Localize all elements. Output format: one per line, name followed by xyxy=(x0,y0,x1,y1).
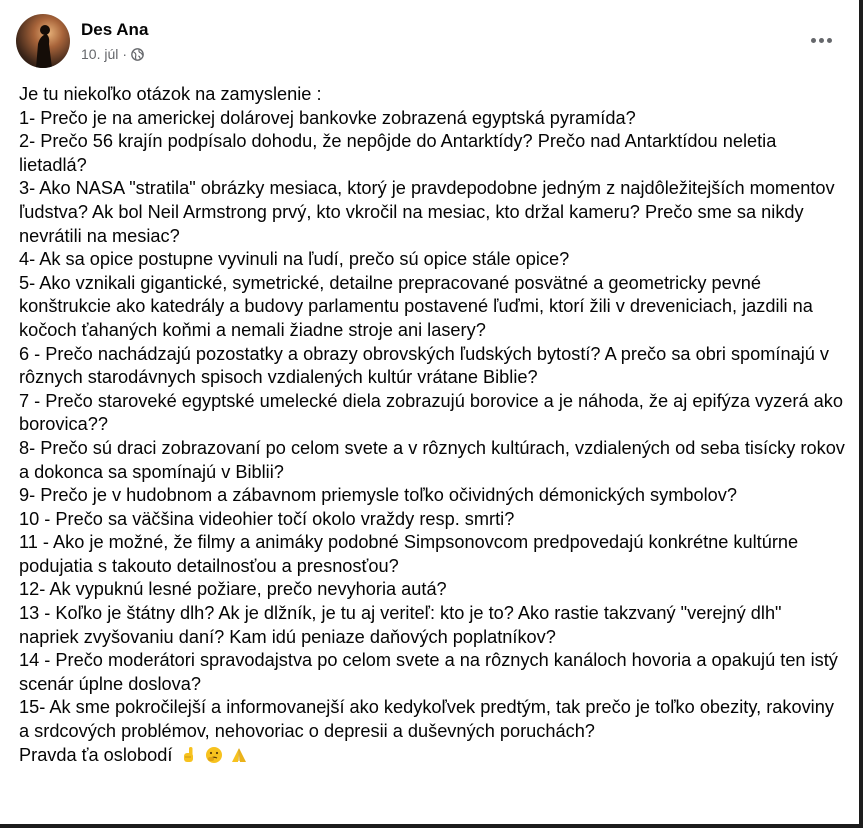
praying-hands-icon xyxy=(230,746,248,764)
post-closing-text: Pravda ťa oslobodí xyxy=(19,744,173,765)
post-line: 11 - Ako je možné, že filmy a animáky podobné Simpsonovcom predpovedajú konkrétne kultúrne podujatia s takouto detailnosťou a presnosťou? xyxy=(19,532,799,576)
more-dot-icon xyxy=(827,38,832,43)
post-header xyxy=(16,14,843,70)
post-line: 12- Ak vypuknú lesné požiare, prečo nevyhoria autá? xyxy=(19,579,447,600)
more-options-button[interactable] xyxy=(805,28,837,52)
post-line: 15- Ak sme pokročilejší a informovanejší ako kedykoľvek predtým, tak prečo je toľko obezity, rakoviny a srdcových problémov, nehovoriac o depresii a duševných poruchách? xyxy=(19,697,834,742)
post-closing-line xyxy=(19,744,845,768)
post-line: 1- Prečo je na americkej dolárovej bankovke zobrazená egyptská pyramída? xyxy=(19,107,636,128)
post-line: 5- Ako vznikali gigantické, symetrické, detailne prepracované posvätné a geometricky pevné konštrukcie ako katedrály a budovy parlamentu postavené ľuďmi, ktorí žili v dreveniciach, jazdili na kočoch ťahaných koňmi a nemali žiadne stroje ani lasery? xyxy=(19,272,813,340)
avatar-silhouette-icon xyxy=(16,14,70,68)
globe-icon xyxy=(131,48,144,61)
post-line: 4- Ak sa opice postupne vyvinuli na ľudí, prečo sú opice stále opice? xyxy=(19,249,570,270)
author-name[interactable]: Des Ana xyxy=(81,20,149,39)
post-line: 6 - Prečo nachádzajú pozostatky a obrazy obrovských ľudských bytostí? A prečo sa obri spomínajú v rôznych starodávnych spisoch vzdialených kultúr vrátane Biblie? xyxy=(19,343,830,388)
post-line: 8- Prečo sú draci zobrazovaní po celom svete a v rôznych kultúrach, vzdialených od seba tisícky rokov a dokonca sa spomínajú v Biblii? xyxy=(19,437,845,482)
post-line: 9- Prečo je v hudobnom a zábavnom priemysle toľko očividných démonických symbolov? xyxy=(19,485,737,506)
post-line: 2- Prečo 56 krajín podpísalo dohodu, že nepôjde do Antarktídy? Prečo nad Antarktídou neletia lietadlá? xyxy=(19,131,777,175)
post-meta xyxy=(81,46,144,62)
post-date[interactable]: 10. júl xyxy=(81,46,119,62)
post-line: 7 - Prečo staroveké egyptské umelecké diela zobrazujú borovice a je náhoda, že aj epifýza vyzerá ako borovica?? xyxy=(19,390,843,435)
post-text xyxy=(19,83,845,767)
post-line: 13 - Koľko je štátny dlh? Ak je dlžník, je tu aj veriteľ: kto je to? Ako rastie takzvaný "verejný dlh" napriek zvyšovaniu daní? Kam idú peniaze daňových poplatníkov? xyxy=(19,603,782,647)
more-dot-icon xyxy=(811,38,816,43)
finger-icon xyxy=(180,746,198,764)
post-line: Je tu niekoľko otázok na zamyslenie : xyxy=(19,84,322,104)
more-dot-icon xyxy=(819,38,824,43)
meta-separator: · xyxy=(122,46,128,62)
post-line: 3- Ako NASA "stratila" obrázky mesiaca, ktorý je pravdepodobne jedným z najdôležitejších momentov ľudstva? Ak bol Neil Armstrong prvý, kto vkročil na mesiac, kto držal kameru? Prečo sme sa nikdy nevrátili na mesiac? xyxy=(19,178,835,246)
avatar[interactable] xyxy=(16,14,70,68)
post-line: 14 - Prečo moderátori spravodajstva po celom svete a na rôznych kanáloch hovoria a opakujú ten istý scenár úplne doslova? xyxy=(19,650,838,694)
post-line: 10 - Prečo sa väčšina videohier točí okolo vraždy resp. smrti? xyxy=(19,508,515,529)
thinking-face-icon xyxy=(205,746,223,764)
